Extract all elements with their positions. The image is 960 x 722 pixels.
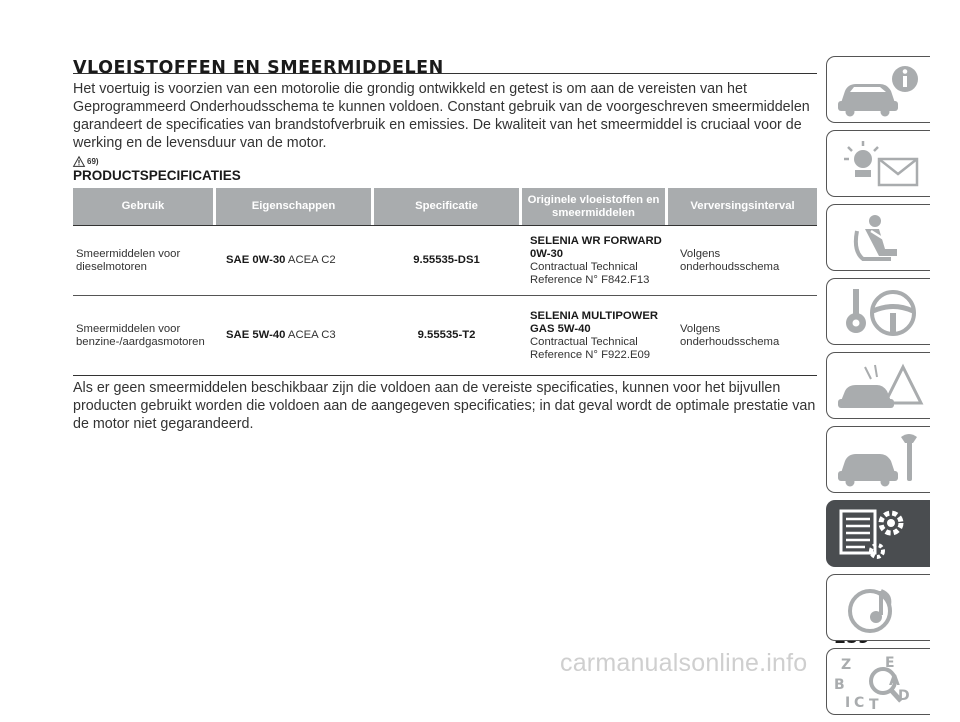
svg-text:A: A (889, 673, 900, 689)
sidebar-tab-car-info[interactable] (826, 56, 930, 123)
svg-text:T: T (869, 697, 879, 713)
footer-note: Als er geen smeermiddelen beschikbaar zijn die voldoen aan de vereiste specificaties, kunnen voor het bijvullen producten gebruikt worden die voldoen aan de aangegeven specificaties; in dat geval wordt de optimale prestatie van de motor niet gegarandeerd. (73, 380, 816, 432)
sae-grade: SAE 0W-30 (226, 254, 286, 266)
spec-code: 9.55535-T2 (417, 329, 476, 341)
col-header-interval: Verversingsinterval (668, 188, 817, 225)
product-reference: Contractual Technical Reference N° F922.E09 (530, 335, 651, 361)
interval-text: Volgens onderhoudsschema (680, 322, 780, 348)
sidebar-tab-maintenance[interactable] (826, 426, 930, 493)
title-block (73, 58, 817, 78)
cell-use (73, 226, 213, 295)
seat-airbag-icon (835, 211, 925, 266)
key-steering-wheel-icon (835, 285, 925, 340)
svg-text:Z: Z (841, 657, 852, 673)
svg-text:E: E (885, 655, 895, 671)
use-text: Smeermiddelen voor benzine-/aardgasmotoren (76, 322, 205, 348)
cell-interval (668, 226, 817, 295)
cell-product (522, 296, 665, 375)
table-header (73, 188, 817, 226)
watermark: carmanualsonline.info (560, 649, 808, 677)
cell-specification (374, 296, 519, 375)
warning-lights-message-icon (835, 137, 925, 192)
svg-text:I: I (845, 695, 851, 711)
col-header-original-fluids: Originele vloeistoffen en smeermiddelen (522, 188, 665, 225)
car-breakdown-icon (835, 359, 925, 414)
sidebar-tab-index[interactable] (826, 648, 930, 715)
sidebar-tab-emergency[interactable] (826, 352, 930, 419)
sidebar-tab-technical-data[interactable] (826, 500, 930, 567)
cell-specification (374, 226, 519, 295)
cell-use (73, 296, 213, 375)
product-name: SELENIA WR FORWARD 0W-30 (530, 234, 662, 260)
interval-text: Volgens onderhoudsschema (680, 247, 780, 273)
acea-class: ACEA C2 (285, 254, 336, 266)
page-title: VLOEISTOFFEN EN SMEERMIDDELEN (73, 58, 444, 78)
title-divider (73, 73, 817, 74)
chapter-sidebar (826, 56, 930, 722)
technical-data-icon (835, 507, 925, 562)
use-text: Smeermiddelen voor dieselmotoren (76, 247, 181, 273)
multimedia-icon (835, 581, 925, 636)
table-row (73, 296, 817, 376)
product-reference: Contractual Technical Reference N° F842.F13 (530, 260, 650, 286)
sidebar-tab-starting-driving[interactable] (826, 278, 930, 345)
product-name: SELENIA MULTIPOWER GAS 5W-40 (530, 309, 659, 335)
col-header-use: Gebruik (73, 188, 213, 225)
svg-text:C: C (854, 695, 865, 711)
cell-interval (668, 296, 817, 375)
sidebar-tab-warning-lights[interactable] (826, 130, 930, 197)
car-info-icon (835, 63, 925, 118)
sae-grade: SAE 5W-40 (226, 329, 286, 341)
col-header-specification: Specificatie (374, 188, 519, 225)
index-icon (834, 655, 925, 713)
warning-triangle-icon (73, 156, 85, 167)
warning-reference[interactable] (73, 155, 817, 167)
car-maintenance-icon (835, 433, 925, 488)
cell-properties (216, 296, 371, 375)
table-row (73, 226, 817, 296)
svg-text:B: B (834, 677, 845, 693)
spec-table (73, 188, 817, 376)
page-content (73, 58, 817, 433)
cell-properties (216, 226, 371, 295)
col-header-properties: Eigenschappen (216, 188, 371, 225)
acea-class: ACEA C3 (285, 329, 336, 341)
section-title: PRODUCTSPECIFICATIES (73, 168, 241, 183)
warning-reference-number: 69) (87, 156, 99, 166)
sidebar-tab-multimedia[interactable] (826, 574, 930, 641)
svg-text:D: D (898, 688, 910, 704)
intro-paragraph: Het voertuig is voorzien van een motorolie die grondig ontwikkeld en getest is om aan de vereisten van het Geprogrammeerd Onderhoudsschema te kunnen voldoen. Constant gebruik van de voorgeschreven smeermiddelen garandeert de specificaties van brandstofverbruik en emissies. De kwaliteit van het smeermiddel is cruciaal voor de werking en de levensduur van de motor. (73, 81, 810, 151)
cell-product (522, 226, 665, 295)
sidebar-tab-safety[interactable] (826, 204, 930, 271)
spec-code: 9.55535-DS1 (413, 254, 480, 266)
